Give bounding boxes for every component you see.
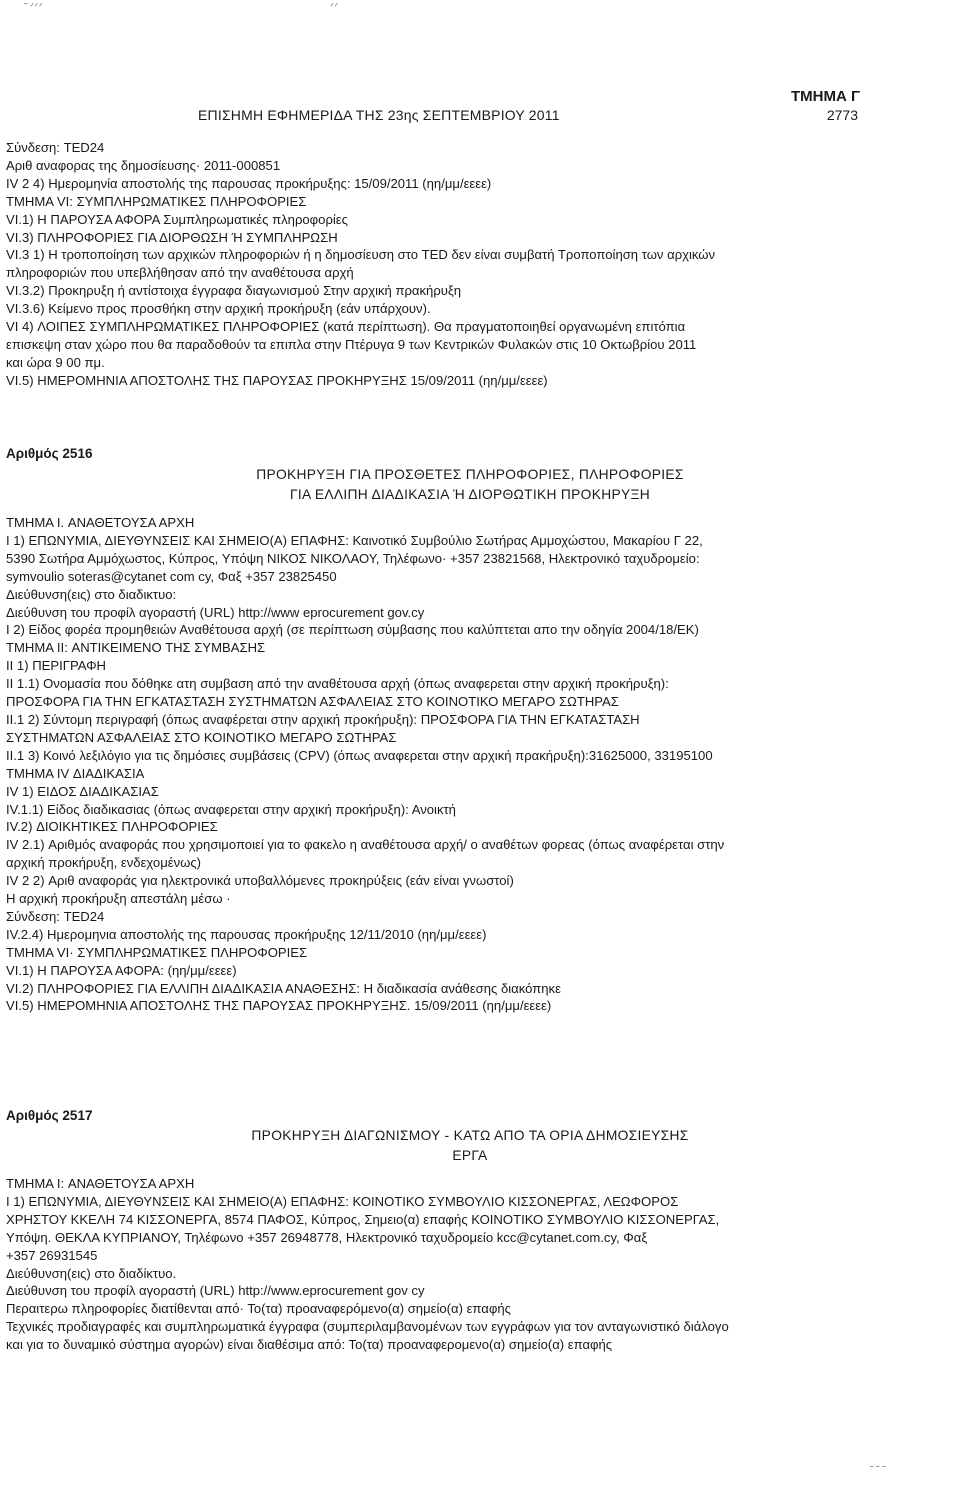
text-line: Τεχνικές προδιαγραφές και συμπληρωματικά έγγραφα (συμπεριλαμβανομένων των εγγράφων για τον ανταγωνιστικό διάλογο bbox=[6, 1319, 729, 1335]
notice-title-line: ΕΡΓΑ bbox=[452, 1148, 488, 1163]
text-line: symvoulio soteras@cytanet com cy, Φαξ +357 23825450 bbox=[6, 568, 337, 584]
notice-number-2517: Αριθμός 2517 bbox=[6, 1108, 93, 1123]
text-line: +357 26931545 bbox=[6, 1247, 98, 1263]
text-line: ΤΜΗΜΑ II: ΑΝΤΙΚΕΙΜΕΝΟ ΤΗΣ ΣΥΜΒΑΣΗΣ bbox=[6, 640, 266, 656]
text-line: IV 1) ΕΙΔΟΣ ΔΙΑΔΙΚΑΣΙΑΣ bbox=[6, 783, 159, 799]
text-line: VI.5) ΗΜΕΡΟΜΗΝΙΑ ΑΠΟΣΤΟΛΗΣ ΤΗΣ ΠΑΡΟΥΣΑΣ ΠΡΟΚΗΡΥΞΗΣ. 15/09/2011 (ηη/μμ/εεεε) bbox=[6, 998, 552, 1014]
text-line: Διεύθυνση του προφίλ αγοραστή (URL) http://www.eprocurement gov cy bbox=[6, 1283, 425, 1299]
text-line: II.1 3) Κοινό λεξιλόγιο για τις δημόσιες συμβάσεις (CPV) (όπως αναφερεται στην αρχική πρακήρυξη):31625000, 33195100 bbox=[6, 747, 713, 763]
text-line: IV 2 4) Ημερομηνία αποστολής της παρουσας προκήρυξης: 15/09/2011 (ηη/μμ/εεεε) bbox=[6, 175, 492, 191]
text-line: I 1) ΕΠΩΝΥΜΙΑ, ΔΙΕΥΘΥΝΣΕΙΣ ΚΑΙ ΣΗΜΕΙΟ(Α) ΕΠΑΦΗΣ: ΚΟΙΝΟΤΙΚΟ ΣΥΜΒΟΥΛΙΟ ΚΙΣΣΟΝΕΡΓΑΣ, ΛΕΩΦΟΡΟΣ bbox=[6, 1193, 679, 1209]
text-line: 5390 Σωτήρα Αμμόχωστος, Κύπρος, Υπόψη ΝΙΚΟΣ ΝΙΚΟΛΑΟΥ, Τηλέφωνο· +357 23821568, Ηλεκτρονικό ταχυδρομείο: bbox=[6, 550, 700, 566]
notice-title-2516 bbox=[150, 465, 790, 505]
text-line: VI.1) Η ΠΑΡΟΥΣΑ ΑΦΟΡΑ: (ηη/μμ/εεεε) bbox=[6, 962, 237, 978]
text-line: II.1 2) Σύντομη περιγραφή (όπως αναφέρεται στην αρχική προκήρυξη): ΠΡΟΣΦΟΡΑ ΓΙΑ ΤΗΝ ΕΓΚΑΤΑΣΤΑΣΗ bbox=[6, 711, 640, 727]
scan-speck: ˜ ᐟᐟᐟ bbox=[24, 2, 43, 13]
notice-title-line: ΠΡΟΚΗΡΥΞΗ ΓΙΑ ΠΡΟΣΘΕΤΕΣ ΠΛΗΡΟΦΟΡΙΕΣ, ΠΛΗΡΟΦΟΡΙΕΣ bbox=[256, 467, 684, 482]
text-line: VI.3 1) Η τροποποίηση των αρχικών πληροφοριών ή η δημοσίευση στο TED δεν είναι συμβατή Τροποποίηση των αρχικών bbox=[6, 247, 716, 263]
text-line: Διεύθυνση του προφίλ αγοραστή (URL) http://www eprocurement gov.cy bbox=[6, 604, 425, 620]
scan-speck: ᐟᐟ bbox=[330, 2, 339, 13]
text-line: VI.5) ΗΜΕΡΟΜΗΝΙΑ ΑΠΟΣΤΟΛΗΣ ΤΗΣ ΠΑΡΟΥΣΑΣ ΠΡΟΚΗΡΥΞΗΣ 15/09/2011 (ηη/μμ/εεεε) bbox=[6, 372, 548, 388]
scan-speck: ˜ ˜ ˜ bbox=[870, 1465, 886, 1476]
text-line: Σύνδεση: TED24 bbox=[6, 908, 105, 924]
text-line: IV 2 2) Αριθ αναφοράς για ηλεκτρονικά υποβαλλόμενες προκηρύξεις (εάν είναι γνωστοί) bbox=[6, 873, 514, 889]
notice-title-line: ΠΡΟΚΗΡΥΞΗ ΔΙΑΓΩΝΙΣΜΟΥ - ΚΑΤΩ ΑΠΟ ΤΑ ΟΡΙΑ ΔΗΜΟΣΙΕΥΣΗΣ bbox=[251, 1128, 689, 1143]
text-line: IV.1.1) Είδος διαδικασιας (όπως αναφερεται στην αρχική προκήρυξη): Ανοικτή bbox=[6, 801, 456, 817]
text-line: Αριθ αναφορας της δημοσίευσης· 2011-000851 bbox=[6, 157, 281, 173]
text-line: IV.2.4) Ημερομηνια αποστολής της παρουσας προκήρυξης 12/11/2010 (ηη/μμ/εεεε) bbox=[6, 926, 487, 942]
text-line: και ώρα 9 00 πμ. bbox=[6, 354, 105, 370]
text-line: VI.3) ΠΛΗΡΟΦΟΡΙΕΣ ΓΙΑ ΔΙΟΡΘΩΣΗ Ή ΣΥΜΠΛΗΡΩΣΗ bbox=[6, 229, 338, 245]
notice-title-2517 bbox=[150, 1126, 790, 1166]
text-line: ΠΡΟΣΦΟΡΑ ΓΙΑ ΤΗΝ ΕΓΚΑΤΑΣΤΑΣΗ ΣΥΣΤΗΜΑΤΩΝ ΑΣΦΑΛΕΙΑΣ ΣΤΟ ΚΟΙΝΟΤΙΚΟ ΜΕΓΑΡΟ ΣΩΤΗΡΑΣ bbox=[6, 694, 619, 710]
text-line: Περαιτερω πληροφορίες διατίθενται από· Το(τα) προαναφερόμενο(α) σημείο(α) επαφής bbox=[6, 1301, 511, 1317]
text-line: ΤΜΗΜΑ VI· ΣΥΜΠΛΗΡΩΜΑΤΙΚΕΣ ΠΛΗΡΟΦΟΡΙΕΣ bbox=[6, 944, 308, 960]
notice-title-line: ΓΙΑ ΕΛΛΙΠΗ ΔΙΑΔΙΚΑΣΙΑ Ή ΔΙΟΡΘΩΤΙΚΗ ΠΡΟΚΗΡΥΞΗ bbox=[289, 487, 651, 502]
text-line: IV.2) ΔΙΟΙΚΗΤΙΚΕΣ ΠΛΗΡΟΦΟΡΙΕΣ bbox=[6, 819, 218, 835]
text-line: Υπόψη. ΘΕΚΛΑ ΚΥΠΡΙΑΝΟΥ, Τηλέφωνο +357 26948778, Ηλεκτρονικό ταχυδρομείο kcc@cytanet.com.cy, Φαξ bbox=[6, 1229, 648, 1245]
text-line: ΣΥΣΤΗΜΑΤΩΝ ΑΣΦΑΛΕΙΑΣ ΣΤΟ ΚΟΙΝΟΤΙΚΟ ΜΕΓΑΡΟ ΣΩΤΗΡΑΣ bbox=[6, 729, 397, 745]
text-line: VI 4) ΛΟΙΠΕΣ ΣΥΜΠΛΗΡΩΜΑΤΙΚΕΣ ΠΛΗΡΟΦΟΡΙΕΣ (κατά περίπτωση). Θα πραγματοποιηθεί οργανωμένη επιτόπια bbox=[6, 319, 686, 335]
text-line: Σύνδεση: TED24 bbox=[6, 140, 105, 155]
text-line: ΧΡΗΣΤΟΥ ΚΚΕΛΗ 74 ΚΙΣΣΟΝΕΡΓΑ, 8574 ΠΑΦΟΣ, Κύπρος, Σημειο(α) επαφής ΚΟΙΝΟΤΙΚΟ ΣΥΜΒΟΥΛΙΟ ΚΙΣΣΟΝΕΡΓΑΣ, bbox=[6, 1211, 720, 1227]
text-line: II 1) ΠΕΡΙΓΡΑΦΗ bbox=[6, 658, 106, 674]
text-line: VI.1) Η ΠΑΡΟΥΣΑ ΑΦΟΡΑ Συμπληρωματικές πληροφορίες bbox=[6, 211, 348, 227]
text-line: ΤΜΗΜΑ VI: ΣΥΜΠΛΗΡΩΜΑΤΙΚΕΣ ΠΛΗΡΟΦΟΡΙΕΣ bbox=[6, 193, 307, 209]
text-line: I 2) Είδος φορέα προμηθειών Αναθέτουσα αρχή (σε περίπτωση σύμβασης που καλύπτεται απο την οδηγία 2004/18/ΕΚ) bbox=[6, 622, 699, 638]
text-line: VI.3.2) Προκηρυξη ή αντίστοιχα έγγραφα διαγωνισμού Στην αρχική πρακήρυξη bbox=[6, 283, 462, 299]
previous-notice-continuation bbox=[6, 139, 858, 390]
text-line: VI.2) ΠΛΗΡΟΦΟΡΙΕΣ ΓΙΑ ΕΛΛΙΠΗ ΔΙΑΔΙΚΑΣΙΑ ΑΝΑΘΕΣΗΣ: Η διαδικασία ανάθεσης διακόπηκε bbox=[6, 980, 561, 996]
text-line: II 1.1) Ονομασία που δόθηκε ατη συμβαση από την αναθέτουσα αρχή (όπως αναφερεται στην αρχική προκήρυξη): bbox=[6, 676, 669, 692]
text-line: IV 2.1) Αριθμός αναφοράς που χρησιμοποιεί για το φακελο η αναθέτουσα αρχή/ ο αναθέτων φορεας (όπως αναφέρεται στην bbox=[6, 837, 725, 853]
text-line: αρχική προκήρυξη, ενδεχομένως) bbox=[6, 855, 202, 871]
notice-body-2516 bbox=[6, 514, 858, 1015]
section-label: ΤΜΗΜΑ Γ bbox=[790, 88, 860, 105]
text-line: Η αρχική προκήρυξη απεστάλη μέσω · bbox=[6, 891, 231, 907]
text-line: ΤΜΗΜΑ IV ΔΙΑΔΙΚΑΣΙΑ bbox=[6, 765, 145, 781]
text-line: ΤΜΗΜΑ I. ΑΝΑΘΕΤΟΥΣΑ ΑΡΧΗ bbox=[6, 515, 195, 530]
gazette-title: ΕΠΙΣΗΜΗ ΕΦΗΜΕΡΙΔΑ ΤΗΣ 23ης ΣΕΠΤΕΜΒΡΙΟΥ 2011 bbox=[198, 107, 560, 123]
text-line: VI.3.6) Κείμενο προς προσθήκη στην αρχική προκήρυξη (εάν υπάρχουν). bbox=[6, 301, 431, 317]
text-line: I 1) ΕΠΩΝΥΜΙΑ, ΔΙΕΥΘΥΝΣΕΙΣ ΚΑΙ ΣΗΜΕΙΟ(Α) ΕΠΑΦΗΣ: Καινοτικό Συμβούλιο Σωτήρας Αμμοχώστου, Μακαρίου Γ 22, bbox=[6, 532, 703, 548]
text-line: Διεύθυνση(εις) στο διαδίκτυο. bbox=[6, 1265, 177, 1281]
notice-number-2516: Αριθμός 2516 bbox=[6, 446, 93, 461]
page-number: 2773 bbox=[826, 107, 858, 123]
text-line: ΤΜΗΜΑ I: ΑΝΑΘΕΤΟΥΣΑ ΑΡΧΗ bbox=[6, 1176, 195, 1191]
text-line: Διεύθυνση(εις) στο διαδικτυο: bbox=[6, 586, 177, 602]
notice-body-2517 bbox=[6, 1175, 858, 1354]
text-line: και για το δυναμικό σύστημα αγορών) είναι διαθέσιμα από: Το(τα) προαναφερομενο(α) σημείο(α) επαφής bbox=[6, 1337, 613, 1353]
text-line: πληροφοριών που υπεβλήθησαν από την αναθέτουσα αρχή bbox=[6, 265, 354, 281]
text-line: επισκεψη σταν χώρο που θα παραδοθούν τα επιπλα στην Πτέρυγα 9 των Κεντρικών Φυλακών στις 10 Οκτωβρίου 2011 bbox=[6, 336, 697, 352]
